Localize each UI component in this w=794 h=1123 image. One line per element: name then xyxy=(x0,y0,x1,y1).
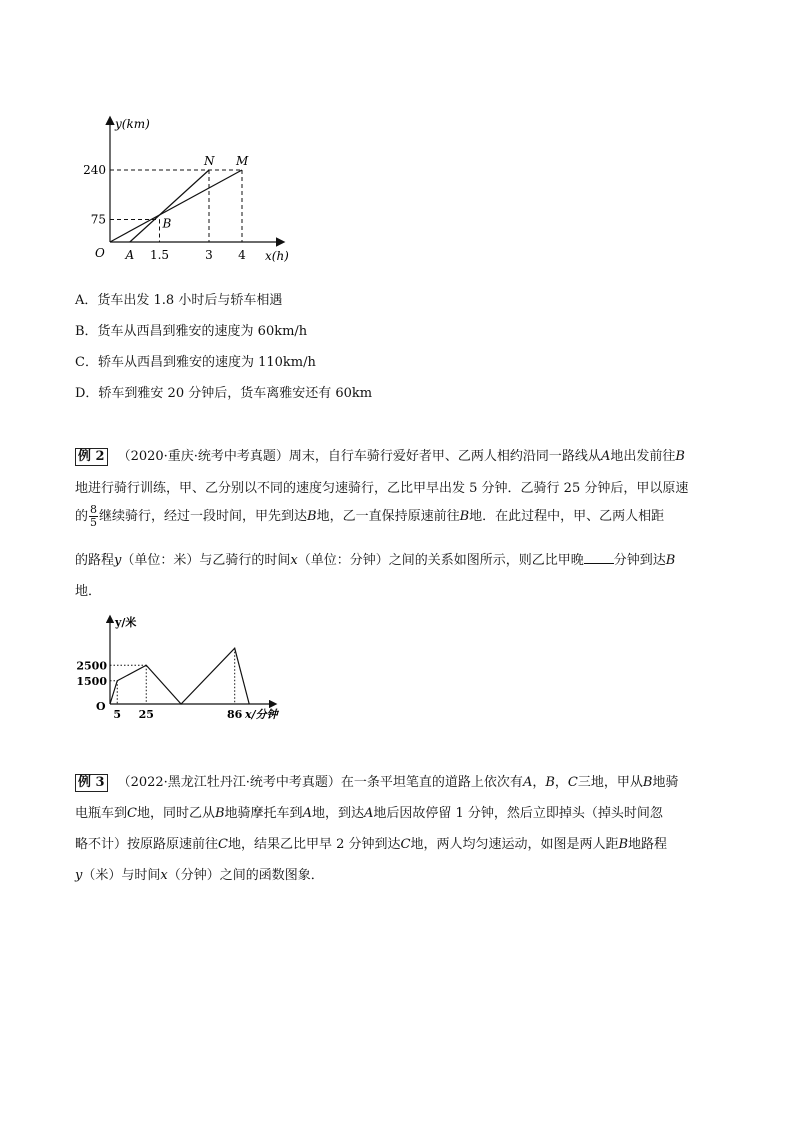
x-tick-label: A xyxy=(125,248,135,262)
chart-2 xyxy=(76,612,290,722)
example2-line1: 例 2 （2020·重庆·统考中考真题）周末，自行车骑行爱好者甲、乙两人相约沿同一路线从A地出发前往B xyxy=(75,445,685,466)
example2-line2: 地进行骑行训练，甲、乙分别以不同的速度匀速骑行，乙比甲早出发 5 分钟．乙骑行 25 分钟后，甲以原速 xyxy=(75,481,689,496)
chart-1 xyxy=(85,110,305,270)
point-label-n: N xyxy=(204,154,215,168)
y-tick-label: 2500 xyxy=(76,659,107,673)
option-b: B．货车从西昌到雅安的速度为 60km/h xyxy=(75,324,308,339)
example2-line4: 的路程y（单位：米）与乙骑行的时间x（单位：分钟）之间的关系如图所示，则乙比甲晚 分钟到达B xyxy=(75,553,676,568)
y-axis-label: y(km) xyxy=(115,117,150,131)
y-tick-label: 1500 xyxy=(76,674,107,688)
example3-line2: 电瓶车到C地，同时乙从B地骑摩托车到A地，到达A地后因故停留 1 分钟，然后立即掉头（掉头时间忽 xyxy=(75,806,663,821)
x-tick-label: 4 xyxy=(238,248,246,262)
example3-line1: 例 3 （2022·黑龙江牡丹江·统考中考真题）在一条平坦笔直的道路上依次有A，B，C三地，甲从B地骑 xyxy=(75,771,678,792)
example2-line5: 地． xyxy=(75,584,102,599)
series-car-1 xyxy=(110,170,242,242)
example2-tag: 例 2 xyxy=(75,448,108,466)
x-axis-label: x(h) xyxy=(265,249,289,263)
x-tick-label: 86 xyxy=(227,708,243,721)
example3-line3: 略不计）按原路原速前往C地，结果乙比甲早 2 分钟到达C地，两人均匀速运动，如图是两人距B地路程 xyxy=(75,837,668,852)
x-tick-label: 5 xyxy=(113,708,122,721)
point-label-m: M xyxy=(236,154,249,168)
y-axis-label: y/米 xyxy=(115,616,137,629)
x-tick-label: 1.5 xyxy=(149,248,170,262)
origin-label: O xyxy=(95,246,105,260)
fraction: $\frac{8}{5}$ xyxy=(90,503,98,529)
example3-line4: y（米）与时间x（分钟）之间的函数图象． xyxy=(75,868,324,883)
option-d: D．轿车到雅安 20 分钟后，货车离雅安还有 60km xyxy=(75,386,373,401)
series-distance xyxy=(110,648,249,704)
point-label-b: B xyxy=(162,216,172,231)
y-tick-label: 75 xyxy=(90,212,106,227)
y-tick-label: 240 xyxy=(83,163,106,177)
x-tick-label: 25 xyxy=(138,708,154,721)
origin-label: O xyxy=(96,700,106,713)
x-tick-label: 3 xyxy=(205,248,213,262)
series-car-2 xyxy=(130,170,209,242)
option-c: C．轿车从西昌到雅安的速度为 110km/h xyxy=(75,355,316,370)
option-a: A．货车出发 1.8 小时后与轿车相遇 xyxy=(75,293,283,308)
x-axis-label: x/分钟 xyxy=(245,708,278,721)
answer-blank[interactable] xyxy=(584,551,614,564)
example2-line3: 的 $\frac{8}{5}$ 继续骑行，经过一段时间，甲先到达B地，乙一直保持原速前往B地．在此过程中，甲、乙两人相距 xyxy=(75,503,665,529)
example3-tag: 例 3 xyxy=(75,774,108,792)
